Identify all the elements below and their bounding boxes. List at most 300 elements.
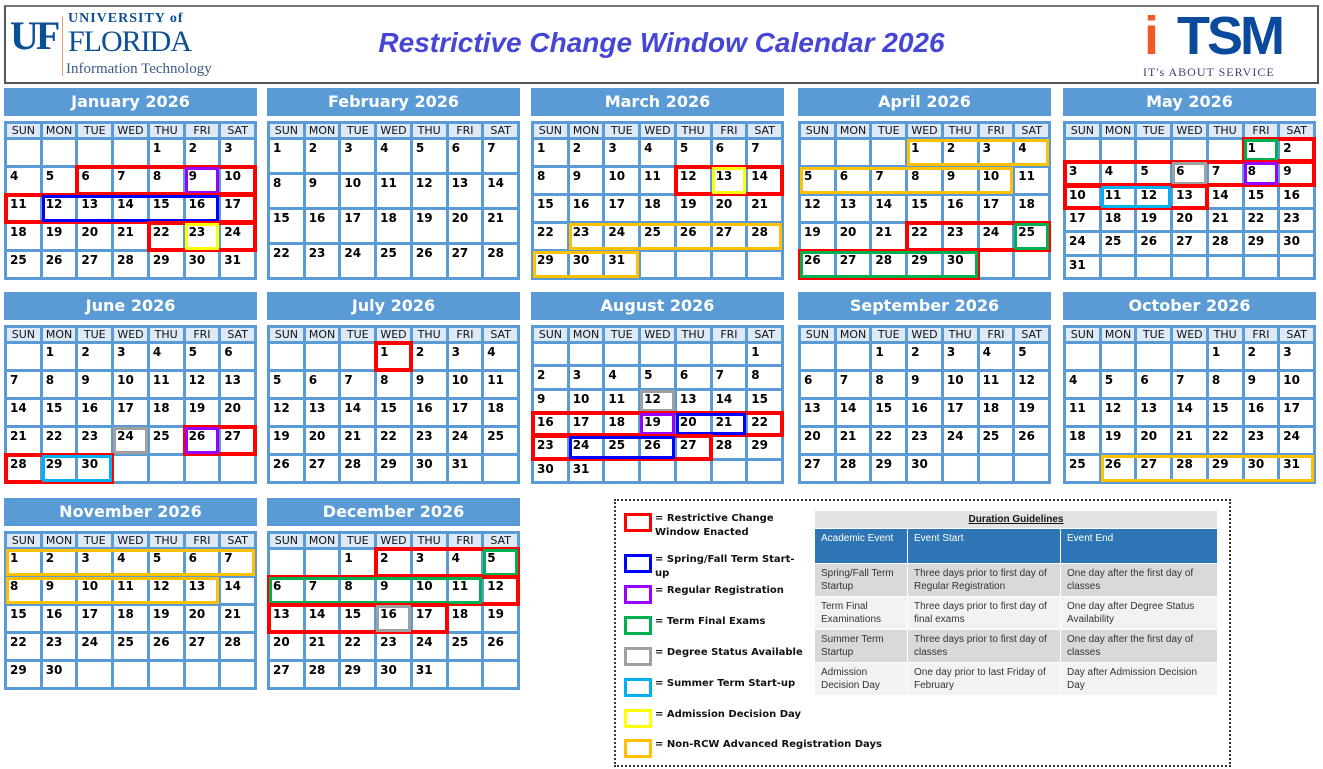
day-cell: 29 bbox=[377, 456, 410, 481]
weekday-header: THU bbox=[944, 328, 977, 341]
day-cell: 3 bbox=[570, 367, 603, 387]
day-cell: 15 bbox=[7, 606, 40, 631]
month-title: July 2026 bbox=[267, 292, 520, 320]
day-cell: 16 bbox=[570, 196, 603, 221]
day-cell: 2 bbox=[1245, 344, 1278, 369]
empty-cell bbox=[1066, 344, 1099, 369]
day-cell: 23 bbox=[944, 224, 977, 249]
day-cell: 28 bbox=[114, 252, 147, 277]
day-cell: 2 bbox=[1280, 140, 1313, 160]
month-grid bbox=[4, 531, 257, 690]
weekday-header: SAT bbox=[1280, 328, 1313, 341]
day-cell: 27 bbox=[186, 634, 219, 659]
day-cell: 13 bbox=[186, 578, 219, 603]
day-cell: 14 bbox=[748, 168, 781, 193]
weekday-header: FRI bbox=[186, 328, 219, 341]
day-cell: 8 bbox=[1245, 163, 1278, 183]
weekday-header: SAT bbox=[484, 124, 517, 137]
day-cell: 11 bbox=[1102, 187, 1135, 207]
weekday-header: THU bbox=[1209, 124, 1242, 137]
weekday-header: THU bbox=[677, 328, 710, 341]
empty-cell bbox=[837, 344, 870, 369]
day-cell: 25 bbox=[7, 252, 40, 277]
day-cell: 22 bbox=[1245, 210, 1278, 230]
day-cell: 14 bbox=[713, 391, 746, 411]
day-cell: 10 bbox=[1066, 187, 1099, 207]
empty-cell bbox=[1137, 257, 1170, 277]
weekday-header: SUN bbox=[534, 124, 567, 137]
empty-cell bbox=[7, 344, 40, 369]
day-cell: 16 bbox=[377, 606, 410, 631]
day-cell: 30 bbox=[570, 252, 603, 277]
day-cell: 6 bbox=[186, 550, 219, 575]
month-grid bbox=[267, 121, 520, 280]
table-row bbox=[815, 564, 1218, 597]
day-cell: 8 bbox=[872, 372, 905, 397]
weekday-header: TUE bbox=[78, 328, 111, 341]
day-cell: 13 bbox=[306, 400, 339, 425]
day-cell: 18 bbox=[980, 400, 1013, 425]
day-cell: 7 bbox=[837, 372, 870, 397]
empty-cell bbox=[1102, 140, 1135, 160]
day-cell: 4 bbox=[449, 550, 482, 575]
day-cell: 4 bbox=[377, 140, 410, 172]
day-cell: 13 bbox=[837, 196, 870, 221]
day-cell: 8 bbox=[150, 168, 183, 193]
empty-cell bbox=[641, 252, 674, 277]
empty-cell bbox=[801, 140, 834, 165]
day-cell: 2 bbox=[534, 367, 567, 387]
empty-cell bbox=[641, 461, 674, 481]
day-cell: 6 bbox=[78, 168, 111, 193]
day-cell: 13 bbox=[1137, 400, 1170, 425]
weekday-header: SUN bbox=[1066, 124, 1099, 137]
table-cell: Three days prior to first day of final exams bbox=[908, 597, 1061, 630]
day-cell: 23 bbox=[43, 634, 76, 659]
day-cell: 28 bbox=[221, 634, 254, 659]
empty-cell bbox=[1137, 344, 1170, 369]
weekday-header: SAT bbox=[1015, 328, 1048, 341]
day-cell: 28 bbox=[484, 245, 517, 277]
day-cell: 27 bbox=[677, 437, 710, 457]
day-cell: 7 bbox=[341, 372, 374, 397]
day-cell: 14 bbox=[484, 175, 517, 207]
day-cell: 12 bbox=[43, 196, 76, 221]
day-cell: 23 bbox=[377, 634, 410, 659]
weekday-header: TUE bbox=[872, 124, 905, 137]
day-cell: 30 bbox=[908, 456, 941, 481]
day-cell: 15 bbox=[270, 210, 303, 242]
day-cell: 12 bbox=[677, 168, 710, 193]
table-cell: One day prior to last Friday of February bbox=[908, 663, 1061, 696]
weekday-header: WED bbox=[908, 124, 941, 137]
weekday-header: FRI bbox=[186, 534, 219, 547]
day-cell: 8 bbox=[341, 578, 374, 603]
weekday-header: SUN bbox=[270, 328, 303, 341]
weekday-header: TUE bbox=[341, 534, 374, 547]
day-cell: 16 bbox=[413, 400, 446, 425]
day-cell: 10 bbox=[449, 372, 482, 397]
day-cell: 10 bbox=[980, 168, 1013, 193]
day-cell: 12 bbox=[1102, 400, 1135, 425]
day-cell: 12 bbox=[1015, 372, 1048, 397]
legend-item bbox=[624, 513, 805, 540]
day-cell: 1 bbox=[748, 344, 781, 364]
day-cell: 29 bbox=[872, 456, 905, 481]
day-cell: 25 bbox=[377, 245, 410, 277]
weekday-header: WED bbox=[114, 534, 147, 547]
purple-swatch-icon bbox=[624, 585, 652, 604]
day-cell: 13 bbox=[801, 400, 834, 425]
day-cell: 19 bbox=[150, 606, 183, 631]
empty-cell bbox=[186, 456, 219, 481]
day-cell: 9 bbox=[413, 372, 446, 397]
day-cell: 24 bbox=[980, 224, 1013, 249]
day-cell: 18 bbox=[1066, 428, 1099, 453]
legend-label: = Summer Term Start-up bbox=[655, 678, 796, 689]
day-cell: 10 bbox=[341, 175, 374, 207]
weekday-header: MON bbox=[1102, 124, 1135, 137]
day-cell: 17 bbox=[980, 196, 1013, 221]
weekday-header: THU bbox=[944, 124, 977, 137]
weekday-header: TUE bbox=[872, 328, 905, 341]
day-cell: 26 bbox=[484, 634, 517, 659]
table-row bbox=[815, 597, 1218, 630]
day-cell: 20 bbox=[186, 606, 219, 631]
day-cell: 7 bbox=[114, 168, 147, 193]
day-cell: 23 bbox=[1280, 210, 1313, 230]
day-cell: 3 bbox=[413, 550, 446, 575]
day-cell: 7 bbox=[748, 140, 781, 165]
empty-cell bbox=[713, 344, 746, 364]
day-cell: 30 bbox=[43, 662, 76, 687]
empty-cell bbox=[114, 662, 147, 687]
weekday-header: SAT bbox=[221, 328, 254, 341]
day-cell: 20 bbox=[713, 196, 746, 221]
day-cell: 24 bbox=[114, 428, 147, 453]
day-cell: 6 bbox=[801, 372, 834, 397]
day-cell: 21 bbox=[306, 634, 339, 659]
weekday-header: THU bbox=[1209, 328, 1242, 341]
month-calendar bbox=[267, 292, 520, 484]
month-title: October 2026 bbox=[1063, 292, 1316, 320]
day-cell: 21 bbox=[341, 428, 374, 453]
day-cell: 3 bbox=[78, 550, 111, 575]
day-cell: 20 bbox=[1137, 428, 1170, 453]
table-cell: Admission Decision Day bbox=[815, 663, 908, 696]
day-cell: 19 bbox=[641, 414, 674, 434]
month-grid bbox=[531, 325, 784, 484]
day-cell: 14 bbox=[7, 400, 40, 425]
weekday-header: MON bbox=[837, 328, 870, 341]
empty-cell bbox=[306, 550, 339, 575]
day-cell: 5 bbox=[270, 372, 303, 397]
weekday-header: SUN bbox=[7, 534, 40, 547]
day-cell: 24 bbox=[78, 634, 111, 659]
legend-item bbox=[624, 678, 805, 697]
month-calendar bbox=[4, 292, 257, 484]
empty-cell bbox=[7, 140, 40, 165]
day-cell: 30 bbox=[377, 662, 410, 687]
weekday-header: FRI bbox=[186, 124, 219, 137]
day-cell: 28 bbox=[713, 437, 746, 457]
day-cell: 27 bbox=[449, 245, 482, 277]
day-cell: 19 bbox=[1015, 400, 1048, 425]
day-cell: 3 bbox=[1066, 163, 1099, 183]
weekday-header: THU bbox=[150, 124, 183, 137]
day-cell: 22 bbox=[150, 224, 183, 249]
day-cell: 30 bbox=[1280, 233, 1313, 253]
month-title: June 2026 bbox=[4, 292, 257, 320]
day-cell: 11 bbox=[605, 391, 638, 411]
empty-cell bbox=[186, 662, 219, 687]
day-cell: 11 bbox=[7, 196, 40, 221]
month-grid bbox=[267, 531, 520, 690]
day-cell: 29 bbox=[534, 252, 567, 277]
day-cell: 19 bbox=[801, 224, 834, 249]
empty-cell bbox=[1280, 257, 1313, 277]
day-cell: 6 bbox=[713, 140, 746, 165]
day-cell: 9 bbox=[377, 578, 410, 603]
empty-cell bbox=[1015, 252, 1048, 277]
day-cell: 27 bbox=[270, 662, 303, 687]
empty-cell bbox=[677, 344, 710, 364]
day-cell: 29 bbox=[341, 662, 374, 687]
day-cell: 24 bbox=[1066, 233, 1099, 253]
table-cell: One day after the first day of classes bbox=[1061, 564, 1218, 597]
weekday-header: SUN bbox=[801, 124, 834, 137]
weekday-header: WED bbox=[114, 124, 147, 137]
weekday-header: FRI bbox=[1245, 124, 1278, 137]
day-cell: 6 bbox=[306, 372, 339, 397]
month-title: November 2026 bbox=[4, 498, 257, 526]
yellow-swatch-icon bbox=[624, 709, 652, 728]
month-calendar bbox=[4, 498, 257, 690]
day-cell: 18 bbox=[605, 414, 638, 434]
day-cell: 27 bbox=[801, 456, 834, 481]
weekday-header: THU bbox=[150, 328, 183, 341]
day-cell: 1 bbox=[1209, 344, 1242, 369]
weekday-header: MON bbox=[306, 534, 339, 547]
weekday-header: THU bbox=[150, 534, 183, 547]
empty-cell bbox=[78, 662, 111, 687]
table-cell: Summer Term Startup bbox=[815, 630, 908, 663]
weekday-header: FRI bbox=[449, 328, 482, 341]
day-cell: 13 bbox=[1173, 187, 1206, 207]
weekday-header: WED bbox=[1173, 124, 1206, 137]
weekday-header: SAT bbox=[1015, 124, 1048, 137]
gray-swatch-icon bbox=[624, 647, 652, 666]
itsm-logo-i: i bbox=[1144, 6, 1158, 66]
day-cell: 20 bbox=[837, 224, 870, 249]
day-cell: 13 bbox=[449, 175, 482, 207]
day-cell: 16 bbox=[944, 196, 977, 221]
day-cell: 15 bbox=[150, 196, 183, 221]
legend-label: = Restrictive Change Window Enacted bbox=[655, 513, 774, 538]
day-cell: 12 bbox=[270, 400, 303, 425]
weekday-header: FRI bbox=[980, 328, 1013, 341]
weekday-header: WED bbox=[377, 124, 410, 137]
day-cell: 14 bbox=[872, 196, 905, 221]
legend-item bbox=[624, 647, 805, 666]
empty-cell bbox=[677, 461, 710, 481]
uf-logo-mark: UF bbox=[10, 13, 58, 58]
day-cell: 2 bbox=[908, 344, 941, 369]
day-cell: 11 bbox=[1066, 400, 1099, 425]
day-cell: 1 bbox=[377, 344, 410, 369]
empty-cell bbox=[43, 140, 76, 165]
day-cell: 18 bbox=[641, 196, 674, 221]
legend-item bbox=[624, 709, 805, 728]
month-calendar bbox=[267, 498, 520, 690]
legend-label: = Regular Registration bbox=[655, 585, 784, 596]
green-swatch-icon bbox=[624, 616, 652, 635]
day-cell: 22 bbox=[43, 428, 76, 453]
day-cell: 13 bbox=[270, 606, 303, 631]
weekday-header: THU bbox=[413, 328, 446, 341]
weekday-header: SUN bbox=[7, 124, 40, 137]
day-cell: 7 bbox=[484, 140, 517, 172]
empty-cell bbox=[872, 140, 905, 165]
day-cell: 30 bbox=[78, 456, 111, 481]
day-cell: 1 bbox=[872, 344, 905, 369]
day-cell: 17 bbox=[413, 606, 446, 631]
empty-cell bbox=[641, 344, 674, 364]
day-cell: 28 bbox=[7, 456, 40, 481]
weekday-header: THU bbox=[413, 124, 446, 137]
day-cell: 13 bbox=[713, 168, 746, 193]
day-cell: 23 bbox=[1245, 428, 1278, 453]
uf-logo-line2: FLORIDA bbox=[68, 25, 192, 58]
day-cell: 11 bbox=[641, 168, 674, 193]
itsm-logo bbox=[1139, 6, 1309, 81]
empty-cell bbox=[605, 461, 638, 481]
day-cell: 29 bbox=[908, 252, 941, 277]
day-cell: 21 bbox=[713, 414, 746, 434]
day-cell: 18 bbox=[1015, 196, 1048, 221]
weekday-header: MON bbox=[1102, 328, 1135, 341]
day-cell: 26 bbox=[413, 245, 446, 277]
day-cell: 2 bbox=[186, 140, 219, 165]
day-cell: 8 bbox=[1209, 372, 1242, 397]
day-cell: 8 bbox=[534, 168, 567, 193]
cyan-swatch-icon bbox=[624, 678, 652, 697]
day-cell: 23 bbox=[570, 224, 603, 249]
day-cell: 7 bbox=[7, 372, 40, 397]
weekday-header: FRI bbox=[449, 124, 482, 137]
empty-cell bbox=[150, 662, 183, 687]
month-grid bbox=[1063, 325, 1316, 484]
day-cell: 11 bbox=[484, 372, 517, 397]
day-cell: 21 bbox=[484, 210, 517, 242]
weekday-header: FRI bbox=[449, 534, 482, 547]
day-cell: 31 bbox=[1066, 257, 1099, 277]
col-header: Academic Event bbox=[815, 529, 908, 564]
month-calendar bbox=[1063, 292, 1316, 484]
empty-cell bbox=[221, 662, 254, 687]
day-cell: 20 bbox=[270, 634, 303, 659]
weekday-header: MON bbox=[306, 328, 339, 341]
day-cell: 24 bbox=[413, 634, 446, 659]
empty-cell bbox=[713, 252, 746, 277]
empty-cell bbox=[1173, 257, 1206, 277]
weekday-header: SAT bbox=[748, 328, 781, 341]
day-cell: 27 bbox=[306, 456, 339, 481]
day-cell: 16 bbox=[908, 400, 941, 425]
day-cell: 26 bbox=[150, 634, 183, 659]
empty-cell bbox=[150, 456, 183, 481]
day-cell: 31 bbox=[605, 252, 638, 277]
day-cell: 25 bbox=[484, 428, 517, 453]
month-title: January 2026 bbox=[4, 88, 257, 116]
empty-cell bbox=[1245, 257, 1278, 277]
day-cell: 11 bbox=[449, 578, 482, 603]
day-cell: 11 bbox=[150, 372, 183, 397]
day-cell: 18 bbox=[449, 606, 482, 631]
table-cell: Term Final Examinations bbox=[815, 597, 908, 630]
empty-cell bbox=[270, 344, 303, 369]
day-cell: 23 bbox=[908, 428, 941, 453]
day-cell: 9 bbox=[1280, 163, 1313, 183]
day-cell: 30 bbox=[1245, 456, 1278, 481]
day-cell: 8 bbox=[748, 367, 781, 387]
weekday-header: WED bbox=[908, 328, 941, 341]
legend-label: = Non-RCW Advanced Registration Days bbox=[655, 739, 882, 750]
weekday-header: FRI bbox=[1245, 328, 1278, 341]
weekday-header: WED bbox=[114, 328, 147, 341]
day-cell: 19 bbox=[186, 400, 219, 425]
day-cell: 16 bbox=[1245, 400, 1278, 425]
empty-cell bbox=[605, 344, 638, 364]
weekday-header: THU bbox=[413, 534, 446, 547]
day-cell: 6 bbox=[1173, 163, 1206, 183]
uf-logo-line3: Information Technology bbox=[66, 61, 212, 77]
legend-item bbox=[624, 585, 805, 604]
day-cell: 26 bbox=[1015, 428, 1048, 453]
month-title: February 2026 bbox=[267, 88, 520, 116]
day-cell: 15 bbox=[872, 400, 905, 425]
day-cell: 1 bbox=[341, 550, 374, 575]
day-cell: 14 bbox=[341, 400, 374, 425]
day-cell: 14 bbox=[1209, 187, 1242, 207]
weekday-header: SAT bbox=[484, 534, 517, 547]
weekday-header: SUN bbox=[1066, 328, 1099, 341]
weekday-header: SAT bbox=[484, 328, 517, 341]
day-cell: 7 bbox=[1173, 372, 1206, 397]
day-cell: 9 bbox=[78, 372, 111, 397]
day-cell: 8 bbox=[43, 372, 76, 397]
day-cell: 16 bbox=[534, 414, 567, 434]
day-cell: 23 bbox=[186, 224, 219, 249]
day-cell: 4 bbox=[1102, 163, 1135, 183]
month-calendar bbox=[531, 88, 784, 280]
day-cell: 28 bbox=[306, 662, 339, 687]
day-cell: 21 bbox=[1209, 210, 1242, 230]
day-cell: 9 bbox=[43, 578, 76, 603]
day-cell: 12 bbox=[484, 578, 517, 603]
day-cell: 22 bbox=[872, 428, 905, 453]
weekday-header: SUN bbox=[534, 328, 567, 341]
day-cell: 3 bbox=[449, 344, 482, 369]
empty-cell bbox=[534, 344, 567, 364]
weekday-header: TUE bbox=[341, 328, 374, 341]
day-cell: 9 bbox=[306, 175, 339, 207]
day-cell: 7 bbox=[221, 550, 254, 575]
weekday-header: WED bbox=[1173, 328, 1206, 341]
day-cell: 14 bbox=[306, 606, 339, 631]
red-swatch-icon bbox=[624, 513, 652, 532]
empty-cell bbox=[1209, 140, 1242, 160]
